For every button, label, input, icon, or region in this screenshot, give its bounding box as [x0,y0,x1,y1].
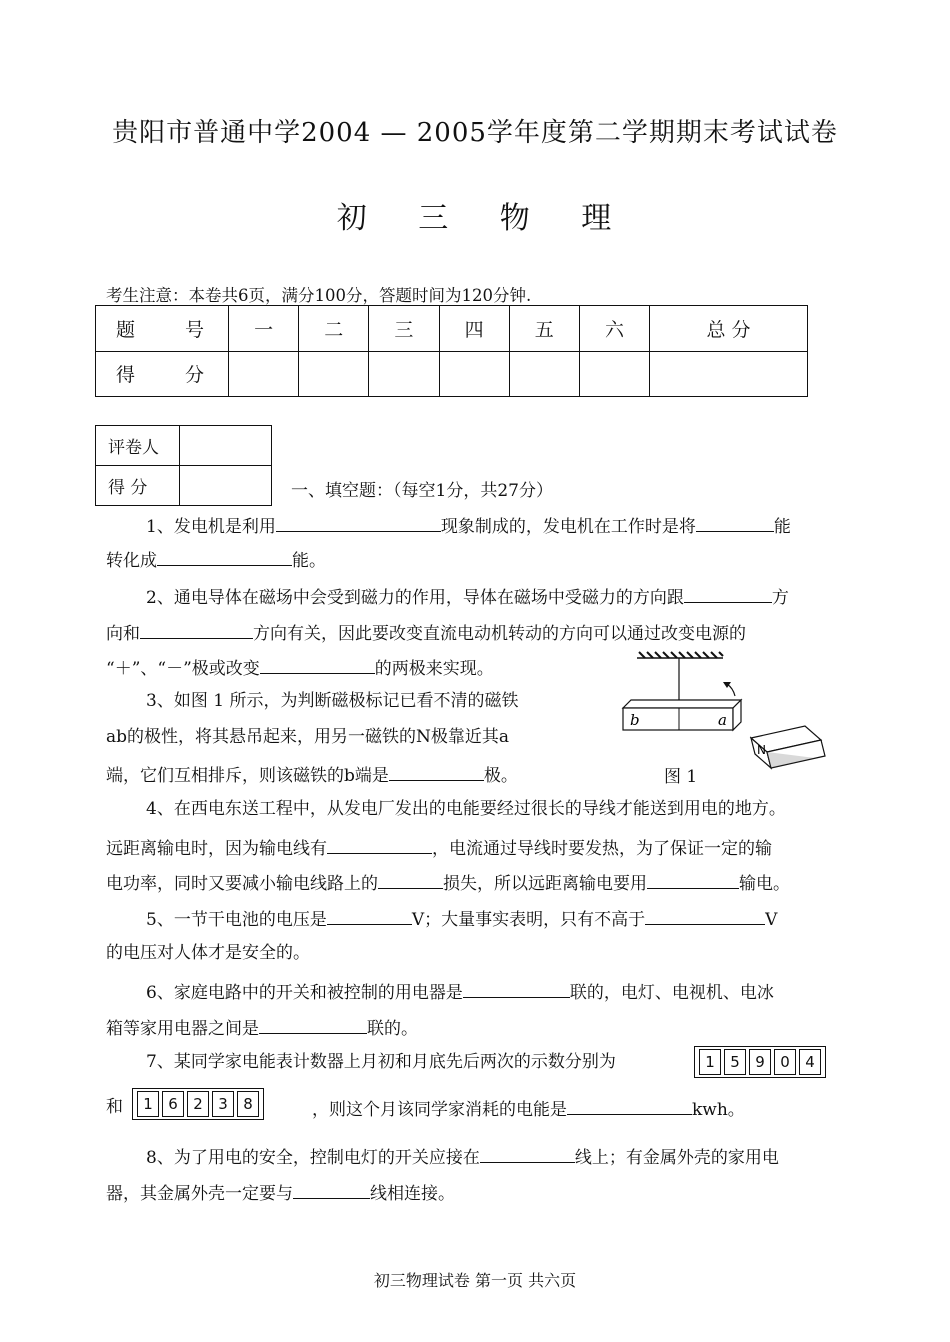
score-cell[interactable] [579,351,649,397]
grader-score-label: 得 分 [96,466,180,506]
score-header-cell: 一 [229,306,299,352]
q2-text: 方 [771,588,789,608]
q8-blank-2[interactable] [293,1180,370,1199]
q1-text: 1、发电机是利用 [146,517,276,537]
q4-text: 远距离输电时，因为输电线有 [106,839,327,859]
q3-text: 极。 [483,766,518,786]
q6-text: 6、家庭电路中的开关和被控制的用电器是 [146,983,463,1003]
q4-blank-1[interactable] [327,835,432,854]
q5-text: V；大量事实表明，只有不高于 [411,910,646,930]
grader-cell[interactable] [180,426,272,466]
q1-blank-1[interactable] [276,513,441,532]
score-cell[interactable] [439,351,509,397]
q1-text: 现象制成的，发电机在工作时是将 [440,517,696,537]
q4-text: 电功率，同时又要减小输电线路上的 [106,874,378,894]
q2-text: 向和 [106,624,140,644]
question-3-line-1: 3、如图 1 所示，为判断磁极标记已看不清的磁铁 [146,691,519,711]
score-header-cell: 四 [439,306,509,352]
q6-blank-2[interactable] [259,1015,367,1034]
magnet-label-a: a [718,711,727,729]
meter-digit: 5 [724,1049,746,1075]
q6-text: 箱等家用电器之间是 [106,1019,259,1039]
meter-digit: 6 [162,1091,184,1117]
q5-blank-2[interactable] [645,906,765,925]
q6-text: 联的。 [367,1019,418,1039]
meter-reading-end [132,1088,264,1120]
q2-blank-3[interactable] [260,655,375,674]
question-7-line-1: 7、某同学家电能表计数器上月初和月底先后两次的示数分别为 [146,1052,616,1072]
q7-text: ，则这个月该同学家消耗的电能是 [312,1100,567,1120]
score-row-label: 得 分 [96,351,229,397]
question-5-line-1 [146,906,777,931]
question-4-line-1: 4、在西电东送工程中，从发电厂发出的电能要经过很长的导线才能送到用电的地方。 [146,799,786,819]
question-6-line-1 [146,979,774,1004]
score-cell[interactable] [229,351,299,397]
q7-text: kwh。 [692,1100,745,1120]
score-cell[interactable] [369,351,439,397]
question-3-line-3 [106,762,518,787]
score-table-header-row [96,306,808,352]
ceiling-hatch [637,652,723,658]
meter-digit: 3 [212,1091,234,1117]
grader-label: 评卷人 [96,426,180,466]
question-7-line-2 [312,1096,745,1121]
q2-blank-2[interactable] [140,620,253,639]
q1-blank-3[interactable] [157,547,292,566]
meter-reading-start [694,1046,826,1078]
q2-text: 方向有关，因此要改变直流电动机转动的方向可以通过改变电源的 [253,624,746,644]
q8-text: 线相连接。 [370,1184,455,1204]
exam-subtitle: 初 三 物 理 [336,201,614,236]
score-table [95,305,808,397]
question-5-line-2: 的电压对人体才是安全的。 [106,943,310,963]
question-3-line-2: ab的极性，将其悬吊起来，用另一磁铁的N极靠近其a [106,727,510,747]
q8-text: 器，其金属外壳一定要与 [106,1184,293,1204]
meter-digit: 4 [799,1049,821,1075]
score-cell[interactable] [509,351,579,397]
question-1-line-2 [106,547,326,572]
q1-blank-2[interactable] [696,513,774,532]
question-2-line-1 [146,584,789,609]
grader-score-cell[interactable] [180,466,272,506]
question-8-line-1 [146,1144,779,1169]
meter-digit: 0 [774,1049,796,1075]
score-cell[interactable] [650,351,808,397]
q2-text: 2、通电导体在磁场中会受到磁力的作用，导体在磁场中受磁力的方向跟 [146,588,684,608]
q2-blank-1[interactable] [684,584,772,603]
meter-digit: 8 [237,1091,259,1117]
meter-digit: 1 [137,1091,159,1117]
score-header-cell: 题 号 [96,306,229,352]
q1-text: 能。 [292,551,326,571]
question-4-line-2 [106,835,772,860]
question-7-and: 和 [106,1097,123,1117]
q5-blank-1[interactable] [327,906,412,925]
q4-blank-2[interactable] [378,870,443,889]
section-heading: 一、填空题：（每空1分，共27分） [291,481,553,501]
q3-blank-1[interactable] [389,762,484,781]
question-2-line-3 [106,655,494,680]
score-header-cell: 总 分 [650,306,808,352]
exam-notice: 考生注意：本卷共6页，满分100分，答题时间为120分钟. [106,286,532,305]
q2-text: 的两极来实现。 [374,659,494,679]
q7-blank-1[interactable] [567,1096,692,1115]
question-1-line-1 [146,513,791,538]
q4-text: ，电流通过导线时要发热，为了保证一定的输 [432,839,772,859]
question-4-line-3 [106,870,790,895]
question-6-line-2 [106,1015,418,1040]
q8-text: 线上；有金属外壳的家用电 [574,1148,779,1168]
q6-text: 联的，电灯、电视机、电冰 [569,983,774,1003]
q8-text: 8、为了用电的安全，控制电灯的开关应接在 [146,1148,480,1168]
q4-text: 输电。 [739,874,790,894]
q4-text: 损失，所以远距离输电要用 [443,874,647,894]
score-header-cell: 五 [509,306,579,352]
score-table-score-row [96,351,808,397]
exam-title: 贵阳市普通中学2004 — 2005学年度第二学期期末考试试卷 [112,118,838,148]
score-header-cell: 三 [369,306,439,352]
q1-text: 转化成 [106,551,157,571]
q8-blank-1[interactable] [480,1144,575,1163]
score-header-cell: 六 [579,306,649,352]
q2-text: “＋”、“－”极或改变 [106,659,260,679]
q4-blank-3[interactable] [647,870,739,889]
magnet-label-b: b [630,711,640,729]
q1-text: 能 [773,517,791,537]
question-2-line-2 [106,620,746,645]
magnet-label-n: N [757,743,766,757]
figure-1-caption: 图 1 [664,767,698,787]
score-header-cell: 二 [299,306,369,352]
q5-text: V [765,910,778,930]
question-8-line-2 [106,1180,455,1205]
figure-1-magnet-diagram [615,650,845,780]
meter-digit: 2 [187,1091,209,1117]
q5-text: 5、一节干电池的电压是 [146,910,327,930]
magnet-n [751,726,825,768]
magnet-ab [623,700,741,730]
q6-blank-1[interactable] [463,979,570,998]
score-cell[interactable] [299,351,369,397]
q3-text: 端，它们互相排斥，则该磁铁的b端是 [106,766,389,786]
meter-digit: 9 [749,1049,771,1075]
page-footer: 初三物理试卷 第一页 共六页 [373,1271,577,1290]
meter-digit: 1 [699,1049,721,1075]
grader-table [95,425,272,506]
